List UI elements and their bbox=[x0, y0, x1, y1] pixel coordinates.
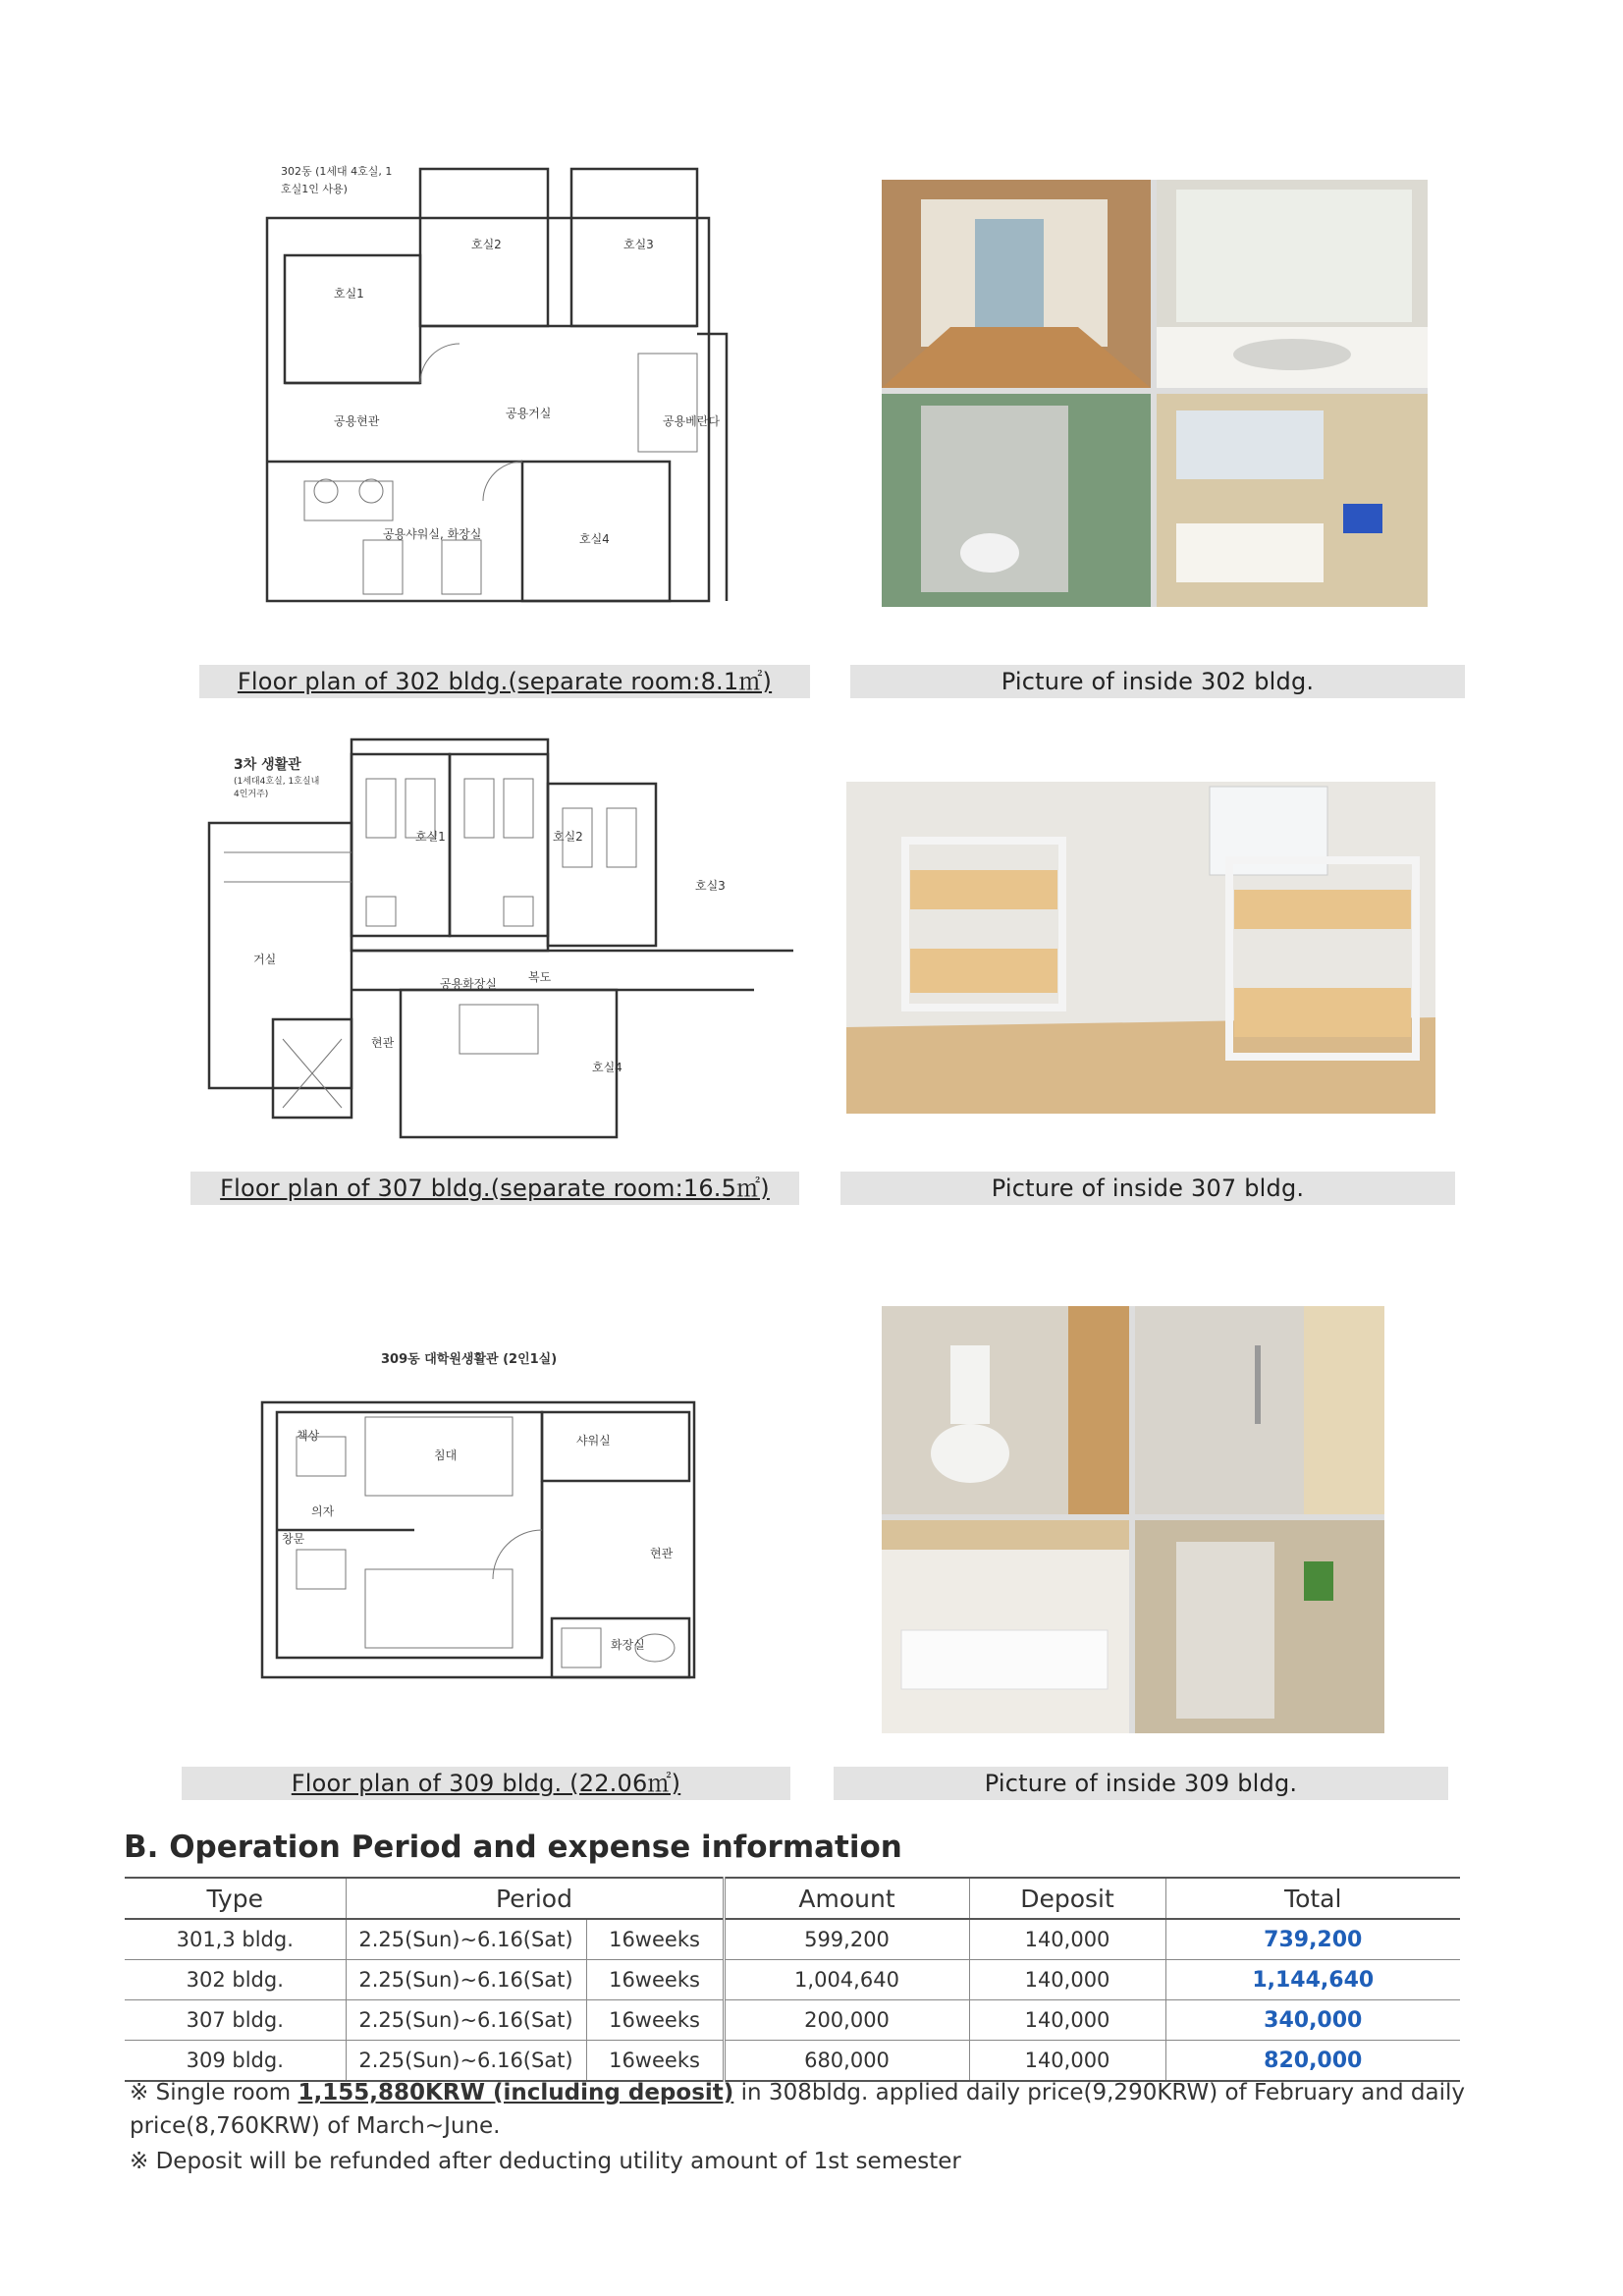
caption-photo-309: Picture of inside 309 bldg. bbox=[834, 1767, 1448, 1800]
plan-302-room-3: 호실3 bbox=[623, 238, 654, 251]
note-single-room-prefix: ※ Single room bbox=[130, 2080, 292, 2105]
plan-307-room-2: 호실2 bbox=[553, 830, 583, 844]
plan-307-toilet: 공용화장실 bbox=[440, 977, 497, 991]
cell-total: 820,000 bbox=[1165, 2041, 1460, 2082]
photo-302 bbox=[882, 180, 1428, 607]
plan-302-entrance: 공용현관 bbox=[334, 414, 380, 428]
caption-floor-plan-302: Floor plan of 302 bldg.(separate room:8.1㎡) bbox=[199, 665, 810, 698]
cell-total: 1,144,640 bbox=[1165, 1960, 1460, 2000]
cell-weeks: 16weeks bbox=[586, 1919, 724, 1960]
cell-dates: 2.25(Sun)~6.16(Sat) bbox=[346, 1960, 586, 2000]
cell-deposit: 140,000 bbox=[969, 1919, 1165, 1960]
cell-type: 307 bldg. bbox=[125, 2000, 346, 2041]
header-total: Total bbox=[1165, 1878, 1460, 1919]
cell-weeks: 16weeks bbox=[586, 2000, 724, 2041]
plan-307-header: 3차 생활관 bbox=[234, 757, 301, 773]
floor-plan-307 bbox=[204, 735, 793, 1147]
floor-plan-309 bbox=[257, 1393, 711, 1689]
photo-309 bbox=[882, 1306, 1384, 1733]
plan-307-sub: (1세대4호실, 1호실내4인거주) bbox=[234, 777, 320, 799]
plan-302-room-1: 호실1 bbox=[334, 287, 364, 301]
plan-309-header: 309동 대학원생활관 (2인1실) bbox=[381, 1352, 558, 1367]
plan-302-room-2: 호실2 bbox=[471, 238, 502, 251]
plan-309-chair: 의자 bbox=[311, 1504, 335, 1518]
plan-307-entrance: 현관 bbox=[371, 1036, 395, 1050]
section-b-heading: B. Operation Period and expense information bbox=[124, 1830, 902, 1865]
plan-307-hallway: 복도 bbox=[528, 970, 552, 984]
cell-amount: 1,004,640 bbox=[724, 1960, 969, 2000]
plan-302-veranda: 공용베란다 bbox=[663, 414, 720, 428]
plan-307-room-3: 호실3 bbox=[695, 879, 726, 893]
cell-deposit: 140,000 bbox=[969, 1960, 1165, 2000]
note-single-room-price: 1,155,880KRW (including deposit) bbox=[298, 2080, 734, 2105]
floor-plan-302 bbox=[265, 147, 751, 624]
plan-307-room-1: 호실1 bbox=[415, 830, 446, 844]
note-deposit-refund: ※ Deposit will be refunded after deducting utility amount of 1st semester bbox=[130, 2149, 961, 2174]
caption-floor-plan-309: Floor plan of 309 bldg. (22.06㎡) bbox=[182, 1767, 790, 1800]
cell-dates: 2.25(Sun)~6.16(Sat) bbox=[346, 1919, 586, 1960]
header-amount: Amount bbox=[724, 1878, 969, 1919]
cell-total: 340,000 bbox=[1165, 2000, 1460, 2041]
cell-amount: 599,200 bbox=[724, 1919, 969, 1960]
plan-302-room-4: 호실4 bbox=[579, 532, 610, 546]
cell-type: 302 bldg. bbox=[125, 1960, 346, 2000]
floor-plan-302-drawing bbox=[265, 147, 751, 624]
plan-307-living: 거실 bbox=[253, 953, 277, 966]
plan-309-toilet: 화장실 bbox=[611, 1638, 645, 1652]
header-period: Period bbox=[346, 1878, 724, 1919]
cell-type: 309 bldg. bbox=[125, 2041, 346, 2082]
table-row bbox=[125, 2041, 1460, 2082]
plan-309-entrance: 현관 bbox=[650, 1547, 674, 1560]
plan-307-room-4: 호실4 bbox=[592, 1061, 622, 1074]
plan-309-window: 창문 bbox=[282, 1532, 305, 1546]
cell-weeks: 16weeks bbox=[586, 1960, 724, 2000]
header-type: Type bbox=[125, 1878, 346, 1919]
note-single-room-suffix: in 308bldg. applied daily price(9,290KRW) of February and daily price(8,760KRW) of March~June. bbox=[130, 2080, 1465, 2139]
plan-309-desk: 책상 bbox=[297, 1429, 320, 1443]
plan-302-header: 302동 (1세대 4호실, 1호실1인 사용) bbox=[281, 165, 393, 195]
caption-floor-plan-307: Floor plan of 307 bldg.(separate room:16.5㎡) bbox=[190, 1172, 799, 1205]
plan-309-shower: 샤워실 bbox=[576, 1434, 611, 1448]
photo-307 bbox=[846, 782, 1435, 1114]
cell-deposit: 140,000 bbox=[969, 2000, 1165, 2041]
plan-302-living: 공용거실 bbox=[506, 407, 552, 420]
cell-amount: 680,000 bbox=[724, 2041, 969, 2082]
cell-type: 301,3 bldg. bbox=[125, 1919, 346, 1960]
cell-weeks: 16weeks bbox=[586, 2041, 724, 2082]
caption-photo-302: Picture of inside 302 bldg. bbox=[850, 665, 1465, 698]
note-single-room bbox=[130, 2076, 1465, 2143]
caption-photo-307: Picture of inside 307 bldg. bbox=[840, 1172, 1455, 1205]
cell-dates: 2.25(Sun)~6.16(Sat) bbox=[346, 2000, 586, 2041]
table-header-row bbox=[125, 1878, 1460, 1919]
cell-total: 739,200 bbox=[1165, 1919, 1460, 1960]
expense-table bbox=[125, 1877, 1460, 2082]
table-row bbox=[125, 2000, 1460, 2041]
cell-amount: 200,000 bbox=[724, 2000, 969, 2041]
cell-deposit: 140,000 bbox=[969, 2041, 1165, 2082]
plan-309-bed: 침대 bbox=[434, 1449, 458, 1462]
plan-302-shower: 공용샤워실, 화장실 bbox=[383, 527, 482, 541]
table-row bbox=[125, 1919, 1460, 1960]
cell-dates: 2.25(Sun)~6.16(Sat) bbox=[346, 2041, 586, 2082]
table-row bbox=[125, 1960, 1460, 2000]
header-deposit: Deposit bbox=[969, 1878, 1165, 1919]
